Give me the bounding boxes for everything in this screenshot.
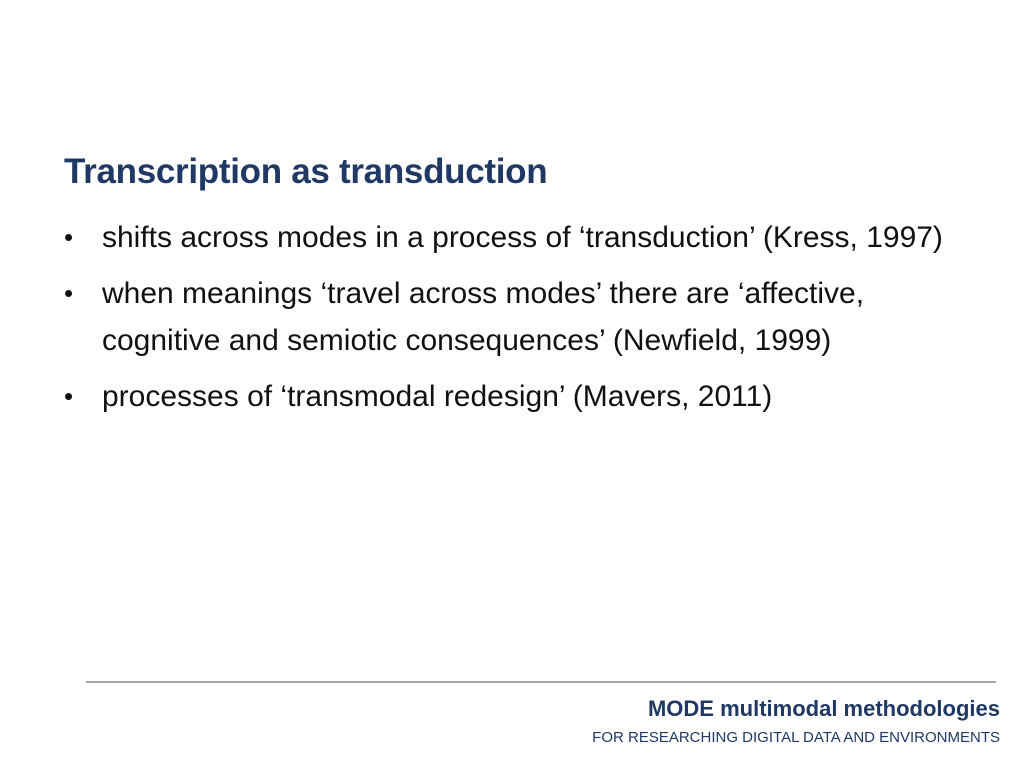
- bullet-item: [64, 214, 964, 261]
- bullet-item: [64, 270, 964, 364]
- bullet-text: when meanings ‘travel across modes’ there are ‘affective, cognitive and semiotic consequences’ (Newfield, 1999): [102, 277, 865, 357]
- footer-divider: [86, 681, 996, 683]
- footer-subtitle: FOR RESEARCHING DIGITAL DATA AND ENVIRONMENTS: [592, 729, 1000, 746]
- bullet-dot-icon: •: [64, 381, 74, 411]
- bullet-dot-icon: •: [64, 222, 74, 252]
- footer-brand: MODE multimodal methodologies: [647, 696, 1000, 721]
- bullet-text: shifts across modes in a process of ‘transduction’ (Kress, 1997): [102, 221, 943, 254]
- bullet-dot-icon: •: [64, 278, 74, 308]
- bullet-list: [64, 214, 964, 429]
- slide-title: Transcription as transduction: [64, 152, 548, 191]
- bullet-item: [64, 373, 964, 420]
- bullet-text: processes of ‘transmodal redesign’ (Mavers, 2011): [102, 380, 773, 413]
